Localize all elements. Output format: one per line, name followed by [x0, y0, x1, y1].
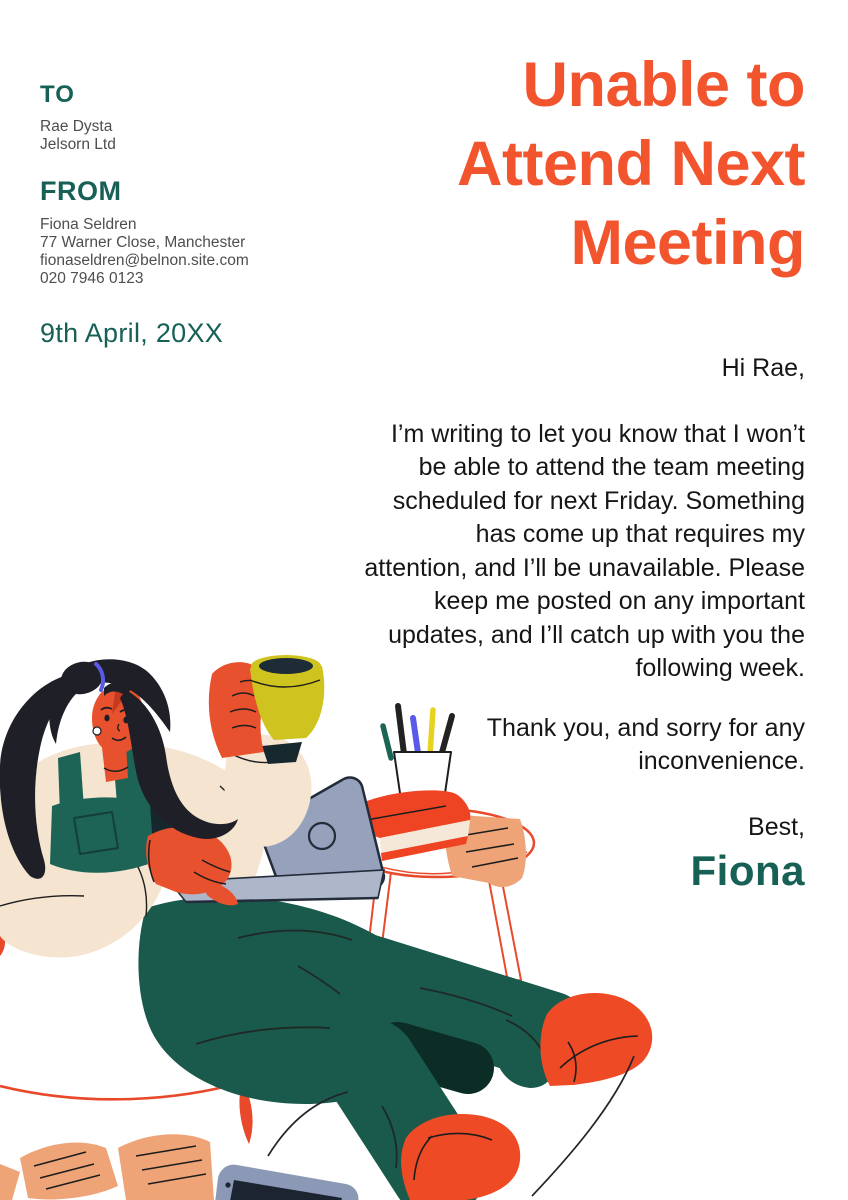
earring [93, 727, 101, 735]
overall-bib [50, 797, 154, 872]
sender-address: 77 Warner Close, Manchester [40, 234, 246, 251]
body-line: scheduled for next Friday. Something [392, 486, 805, 515]
body-line: keep me posted on any important [433, 587, 805, 615]
tablet [214, 1165, 358, 1200]
to-label: TO [40, 81, 75, 108]
body-line: be able to attend the team meeting [418, 453, 805, 481]
red-shoe [540, 993, 652, 1086]
recipient-name: Rae Dysta [40, 118, 113, 135]
black-pen [441, 716, 452, 756]
signature: Fiona [690, 847, 805, 894]
body-line: following week. [635, 654, 805, 682]
body-line: Thank you, and sorry for any [486, 713, 805, 742]
coffee [259, 658, 313, 674]
tablet-camera [225, 1182, 230, 1187]
coffee-mug [250, 655, 324, 740]
body-line: has come up that requires my [475, 520, 805, 548]
body-line: I’m writing to let you know that I won’t [390, 419, 805, 448]
scattered-papers [0, 1134, 214, 1200]
body-line: inconvenience. [638, 747, 805, 775]
yellow-pen [430, 710, 433, 754]
red-shoe [401, 1114, 520, 1200]
green-pen [383, 726, 391, 758]
letter-date: 9th April, 20XX [40, 318, 224, 348]
sender-name: Fiona Seldren [40, 216, 137, 233]
body-line: updates, and I’ll catch up with you the [388, 620, 805, 649]
eye [104, 715, 109, 722]
letter-title [457, 46, 805, 283]
title-line: Attend Next [456, 129, 805, 199]
from-label: FROM [40, 176, 122, 206]
black-pen [398, 706, 404, 754]
title-line: Meeting [570, 208, 805, 278]
greeting: Hi Rae, [721, 354, 805, 382]
sender-block [40, 176, 249, 288]
sender-email: fionaseldren@belnon.site.com [40, 252, 249, 269]
illustration-woman-working-on-laptop [0, 636, 690, 1200]
sender-phone: 020 7946 0123 [40, 270, 144, 287]
body-line: attention, and I’ll be unavailable. Please [364, 553, 805, 582]
closing: Best, [748, 812, 805, 841]
title-line: Unable to [522, 50, 805, 120]
recipient-company: Jelsorn Ltd [40, 136, 116, 153]
recipient-block [40, 82, 116, 154]
